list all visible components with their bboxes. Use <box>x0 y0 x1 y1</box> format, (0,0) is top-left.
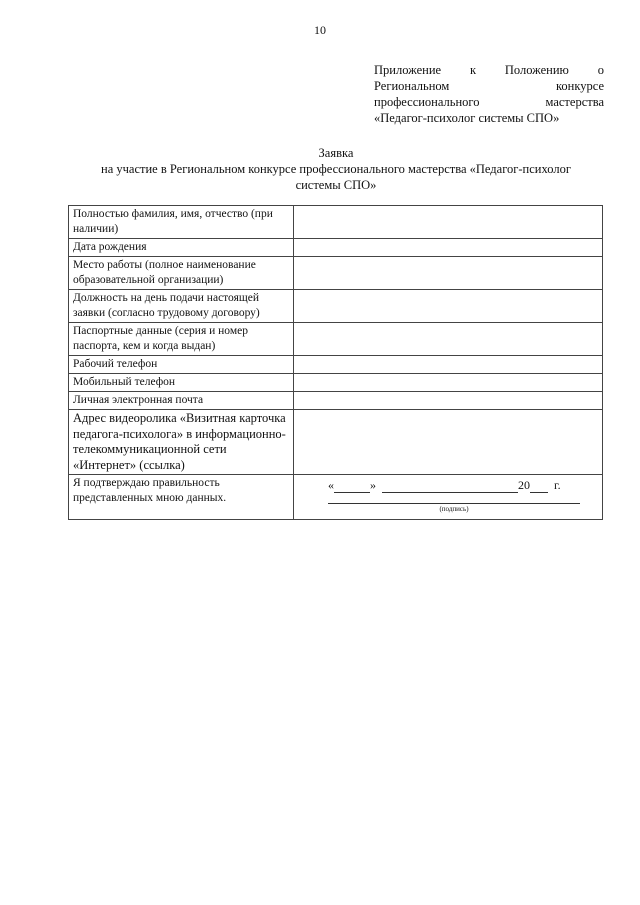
row-label-workplace: Место работы (полное наименование образовательной организации) <box>69 257 294 290</box>
mobile-phone-field[interactable] <box>294 374 603 392</box>
application-title: Заявка <box>318 146 354 160</box>
table-row <box>69 239 603 257</box>
application-form-table <box>68 205 603 520</box>
application-heading <box>60 145 612 193</box>
row-label-full-name: Полностью фамилия, имя, отчество (при наличии) <box>69 206 294 239</box>
table-row <box>69 392 603 410</box>
row-label-passport: Паспортные данные (серия и номер паспорта, кем и когда выдан) <box>69 323 294 356</box>
row-label-work-phone: Рабочий телефон <box>69 356 294 374</box>
row-label-video-link: Адрес видеоролика «Визитная карточка педагога-психолога» в информационно-телекоммуникационной сети «Интернет» (ссылка) <box>69 410 294 475</box>
date-line <box>328 478 598 493</box>
open-quote: « <box>328 478 334 492</box>
page-number: 10 <box>314 23 326 37</box>
year-suffix: г. <box>554 478 561 492</box>
close-quote: » <box>370 478 376 492</box>
application-subtitle-line-1: на участие в Региональном конкурсе профессионального мастерства «Педагог-психолог <box>101 162 571 176</box>
row-label-confirm: Я подтверждаю правильность представленных мною данных. <box>69 475 294 520</box>
table-row <box>69 475 603 520</box>
signature-line[interactable] <box>328 503 580 504</box>
passport-field[interactable] <box>294 323 603 356</box>
video-link-field[interactable] <box>294 410 603 475</box>
row-label-email: Личная электронная почта <box>69 392 294 410</box>
year-blank-field[interactable] <box>530 480 548 493</box>
birth-date-field[interactable] <box>294 239 603 257</box>
row-label-birth-date: Дата рождения <box>69 239 294 257</box>
table-row <box>69 374 603 392</box>
work-phone-field[interactable] <box>294 356 603 374</box>
position-field[interactable] <box>294 290 603 323</box>
appendix-line-2: Региональном конкурсе <box>374 79 604 93</box>
signature-caption: (подпись) <box>439 505 469 513</box>
signature-cell <box>294 475 603 520</box>
month-blank-field[interactable] <box>382 480 518 493</box>
day-blank-field[interactable] <box>334 480 370 493</box>
table-row <box>69 257 603 290</box>
table-row <box>69 323 603 356</box>
full-name-field[interactable] <box>294 206 603 239</box>
row-label-position: Должность на день подачи настоящей заявки (согласно трудовому договору) <box>69 290 294 323</box>
appendix-line-4: «Педагог-психолог системы СПО» <box>374 111 560 125</box>
application-subtitle-line-2: системы СПО» <box>295 178 377 192</box>
workplace-field[interactable] <box>294 257 603 290</box>
table-row <box>69 206 603 239</box>
table-row <box>69 410 603 475</box>
appendix-line-3: профессионального мастерства <box>374 95 604 109</box>
table-row <box>69 356 603 374</box>
table-row <box>69 290 603 323</box>
row-label-mobile-phone: Мобильный телефон <box>69 374 294 392</box>
email-field[interactable] <box>294 392 603 410</box>
year-prefix: 20 <box>518 478 530 492</box>
appendix-line-1: Приложение к Положению о <box>374 63 604 77</box>
appendix-note <box>374 62 604 126</box>
